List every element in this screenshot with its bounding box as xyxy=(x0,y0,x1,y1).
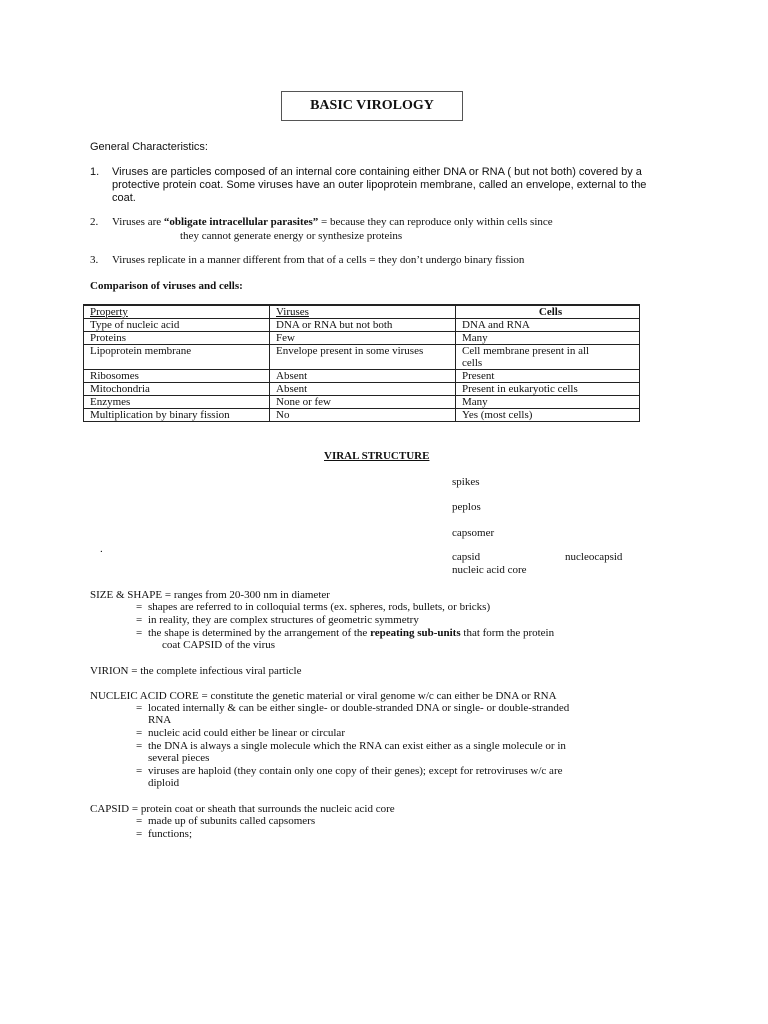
label-spikes: spikes xyxy=(452,476,480,488)
table-cell: Mitochondria xyxy=(84,383,270,396)
table-cell: None or few xyxy=(270,396,456,409)
table-cell: DNA and RNA xyxy=(456,319,640,332)
viral-structure-heading: VIRAL STRUCTURE xyxy=(324,450,430,462)
nucleic-bullet-2: nucleic acid could either be linear or circular xyxy=(148,727,345,739)
table-cell: Absent xyxy=(270,370,456,383)
label-peplos: peplos xyxy=(452,501,481,513)
table-cell: Proteins xyxy=(84,332,270,345)
header-viruses: Viruses xyxy=(270,305,456,319)
table-row xyxy=(84,319,640,332)
label-capsomer: capsomer xyxy=(452,527,495,539)
item-3-number: 3. xyxy=(90,254,99,266)
table-cell: Few xyxy=(270,332,456,345)
item-2-number: 2. xyxy=(90,216,99,228)
table-cell: Many xyxy=(456,396,640,409)
capsid-bullet-1: made up of subunits called capsomers xyxy=(148,815,316,827)
table-row xyxy=(84,383,640,396)
table-cell: Absent xyxy=(270,383,456,396)
nucleic-bullet-4-cont: diploid xyxy=(148,777,180,789)
table-cell: Ribosomes xyxy=(84,370,270,383)
table-cell: No xyxy=(270,409,456,422)
capsid-bullet-2: functions; xyxy=(148,828,192,840)
table-row xyxy=(84,332,640,345)
capsid-lead: CAPSID = protein coat or sheath that surrounds the nucleic acid core xyxy=(90,803,395,815)
eq-mark: = xyxy=(136,601,143,613)
virion-definition: VIRION = the complete infectious viral particle xyxy=(90,665,302,677)
table-cell: DNA or RNA but not both xyxy=(270,319,456,332)
general-heading: General Characteristics: xyxy=(90,141,208,153)
nucleic-bullet-1: located internally & can be either single- or double-stranded DNA or single- or double-stranded xyxy=(148,702,570,714)
table-cell: Present in eukaryotic cells xyxy=(456,383,640,396)
table-cell: Many xyxy=(456,332,640,345)
table-row xyxy=(84,370,640,383)
table-cell: Lipoprotein membrane xyxy=(84,345,270,370)
item-1-number: 1. xyxy=(90,166,100,178)
table-row xyxy=(84,409,640,422)
size-shape-bullet-3-cont: coat CAPSID of the virus xyxy=(162,639,276,651)
table-cell: Multiplication by binary fission xyxy=(84,409,270,422)
nucleic-bullet-1-cont: RNA xyxy=(148,714,172,726)
eq-mark: = xyxy=(136,702,143,714)
obligate-parasites-term: “obligate intracellular parasites” xyxy=(163,216,319,228)
size-shape-bullet-3: the shape is determined by the arrangement of the repeating sub-units that form the protein xyxy=(148,627,555,639)
table-cell: Cell membrane present in all cells xyxy=(456,345,640,370)
table-cell: Present xyxy=(456,370,640,383)
item-1-line3: coat. xyxy=(112,192,136,204)
label-nucleic-acid-core: nucleic acid core xyxy=(452,564,527,576)
table-cell: Yes (most cells) xyxy=(456,409,640,422)
header-property: Property xyxy=(84,305,270,319)
table-cell: Type of nucleic acid xyxy=(84,319,270,332)
header-cells: Cells xyxy=(456,305,640,319)
item-3-line1: Viruses replicate in a manner different from that of a cells = they don’t undergo binary fission xyxy=(112,254,525,266)
page-title: BASIC VIROLOGY xyxy=(281,91,463,121)
nucleic-bullet-4: viruses are haploid (they contain only one copy of their genes); except for retroviruses w/c are xyxy=(148,765,563,777)
size-shape-bullet-2: in reality, they are complex structures of geometric symmetry xyxy=(148,614,419,626)
item-1-line1: Viruses are particles composed of an internal core containing either DNA or RNA ( but not both) covered by a xyxy=(112,166,642,178)
comparison-heading: Comparison of viruses and cells: xyxy=(90,280,243,292)
nucleic-bullet-3-cont: several pieces xyxy=(148,752,210,764)
eq-mark: = xyxy=(136,740,143,752)
eq-mark: = xyxy=(136,765,143,777)
eq-mark: = xyxy=(136,815,143,827)
label-capsid: capsid xyxy=(452,551,481,563)
table-row xyxy=(84,345,640,370)
table-cell: Envelope present in some viruses xyxy=(270,345,456,370)
eq-mark: = xyxy=(136,727,143,739)
nucleic-bullet-3: the DNA is always a single molecule which the RNA can exist either as a single molecule or in xyxy=(148,740,566,752)
size-shape-bullet-1: shapes are referred to in colloquial terms (ex. spheres, rods, bullets, or bricks) xyxy=(148,601,491,613)
item-2-line1: Viruses are “obligate intracellular parasites” = because they can reproduce only within cells since xyxy=(112,216,553,228)
eq-mark: = xyxy=(136,627,143,639)
label-nucleocapsid: nucleocapsid xyxy=(565,551,623,563)
eq-mark: = xyxy=(136,614,143,626)
table-row xyxy=(84,396,640,409)
nucleic-core-lead: NUCLEIC ACID CORE = constitute the genetic material or viral genome w/c can either be DNA or RNA xyxy=(90,690,557,702)
size-shape-lead: SIZE & SHAPE = ranges from 20-300 nm in diameter xyxy=(90,589,330,601)
repeating-subunits-term: repeating sub-units xyxy=(370,627,461,639)
item-2-line2: they cannot generate energy or synthesize proteins xyxy=(180,230,403,242)
item-1-line2: protective protein coat. Some viruses have an outer lipoprotein membrane, called an envelope, external to the xyxy=(112,179,647,191)
comparison-table xyxy=(83,304,640,422)
eq-mark: = xyxy=(136,828,143,840)
stray-dot: . xyxy=(100,543,103,555)
table-header-row xyxy=(84,305,640,319)
table-cell: Enzymes xyxy=(84,396,270,409)
